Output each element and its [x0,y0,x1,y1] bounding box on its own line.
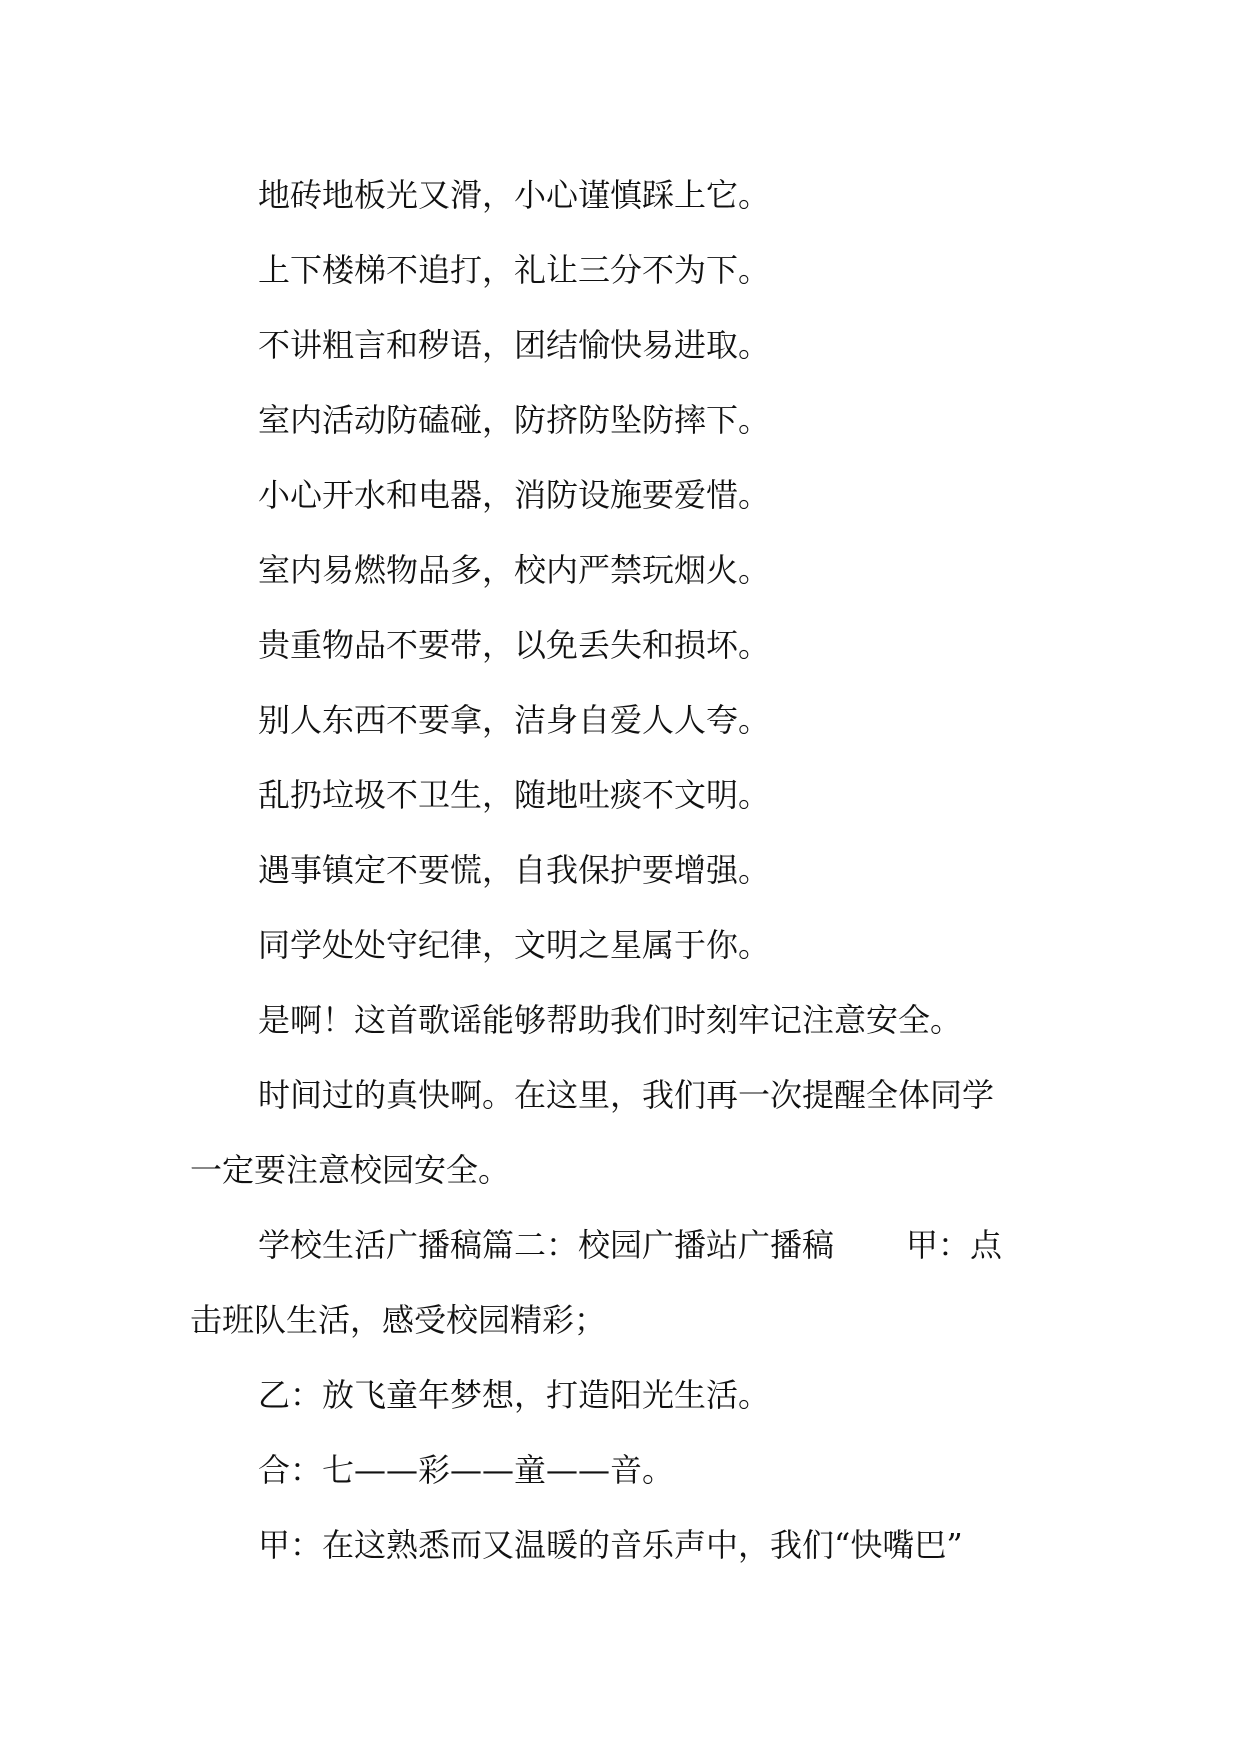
text-line: 乱扔垃圾不卫生，随地吐痰不文明。 [258,776,771,814]
text-line: 小心开水和电器，消防设施要爱惜。 [258,476,771,514]
text-line: 一定要注意校园安全。 [190,1151,511,1189]
text-line: 地砖地板光又滑，小心谨慎踩上它。 [258,176,771,214]
text-line: 室内活动防磕碰，防挤防坠防摔下。 [258,401,771,439]
text-segment: 甲：点 [906,1226,1003,1264]
text-line: 是啊！这首歌谣能够帮助我们时刻牢记注意安全。 [258,1001,963,1039]
text-line: 合：七——彩——童——音。 [258,1451,675,1489]
text-line: 贵重物品不要带，以免丢失和损坏。 [258,626,771,664]
text-line: 遇事镇定不要慌，自我保护要增强。 [258,851,771,889]
text-segment: 学校生活广播稿篇二：校园广播站广播稿 [258,1226,835,1264]
text-line: 甲：在这熟悉而又温暖的音乐声中，我们“快嘴巴” [258,1526,963,1564]
text-line-with-gap [258,1225,1002,1265]
text-line: 上下楼梯不追打，礼让三分不为下。 [258,251,771,289]
text-line: 室内易燃物品多，校内严禁玩烟火。 [258,551,771,589]
text-line: 同学处处守纪律，文明之星属于你。 [258,926,771,964]
text-line: 乙：放飞童年梦想，打造阳光生活。 [258,1376,771,1414]
text-line: 别人东西不要拿，洁身自爱人人夸。 [258,701,771,739]
text-line: 不讲粗言和秽语，团结愉快易进取。 [258,326,771,364]
text-line: 时间过的真快啊。在这里，我们再一次提醒全体同学 [258,1076,995,1114]
text-line: 击班队生活，感受校园精彩； [190,1301,607,1339]
